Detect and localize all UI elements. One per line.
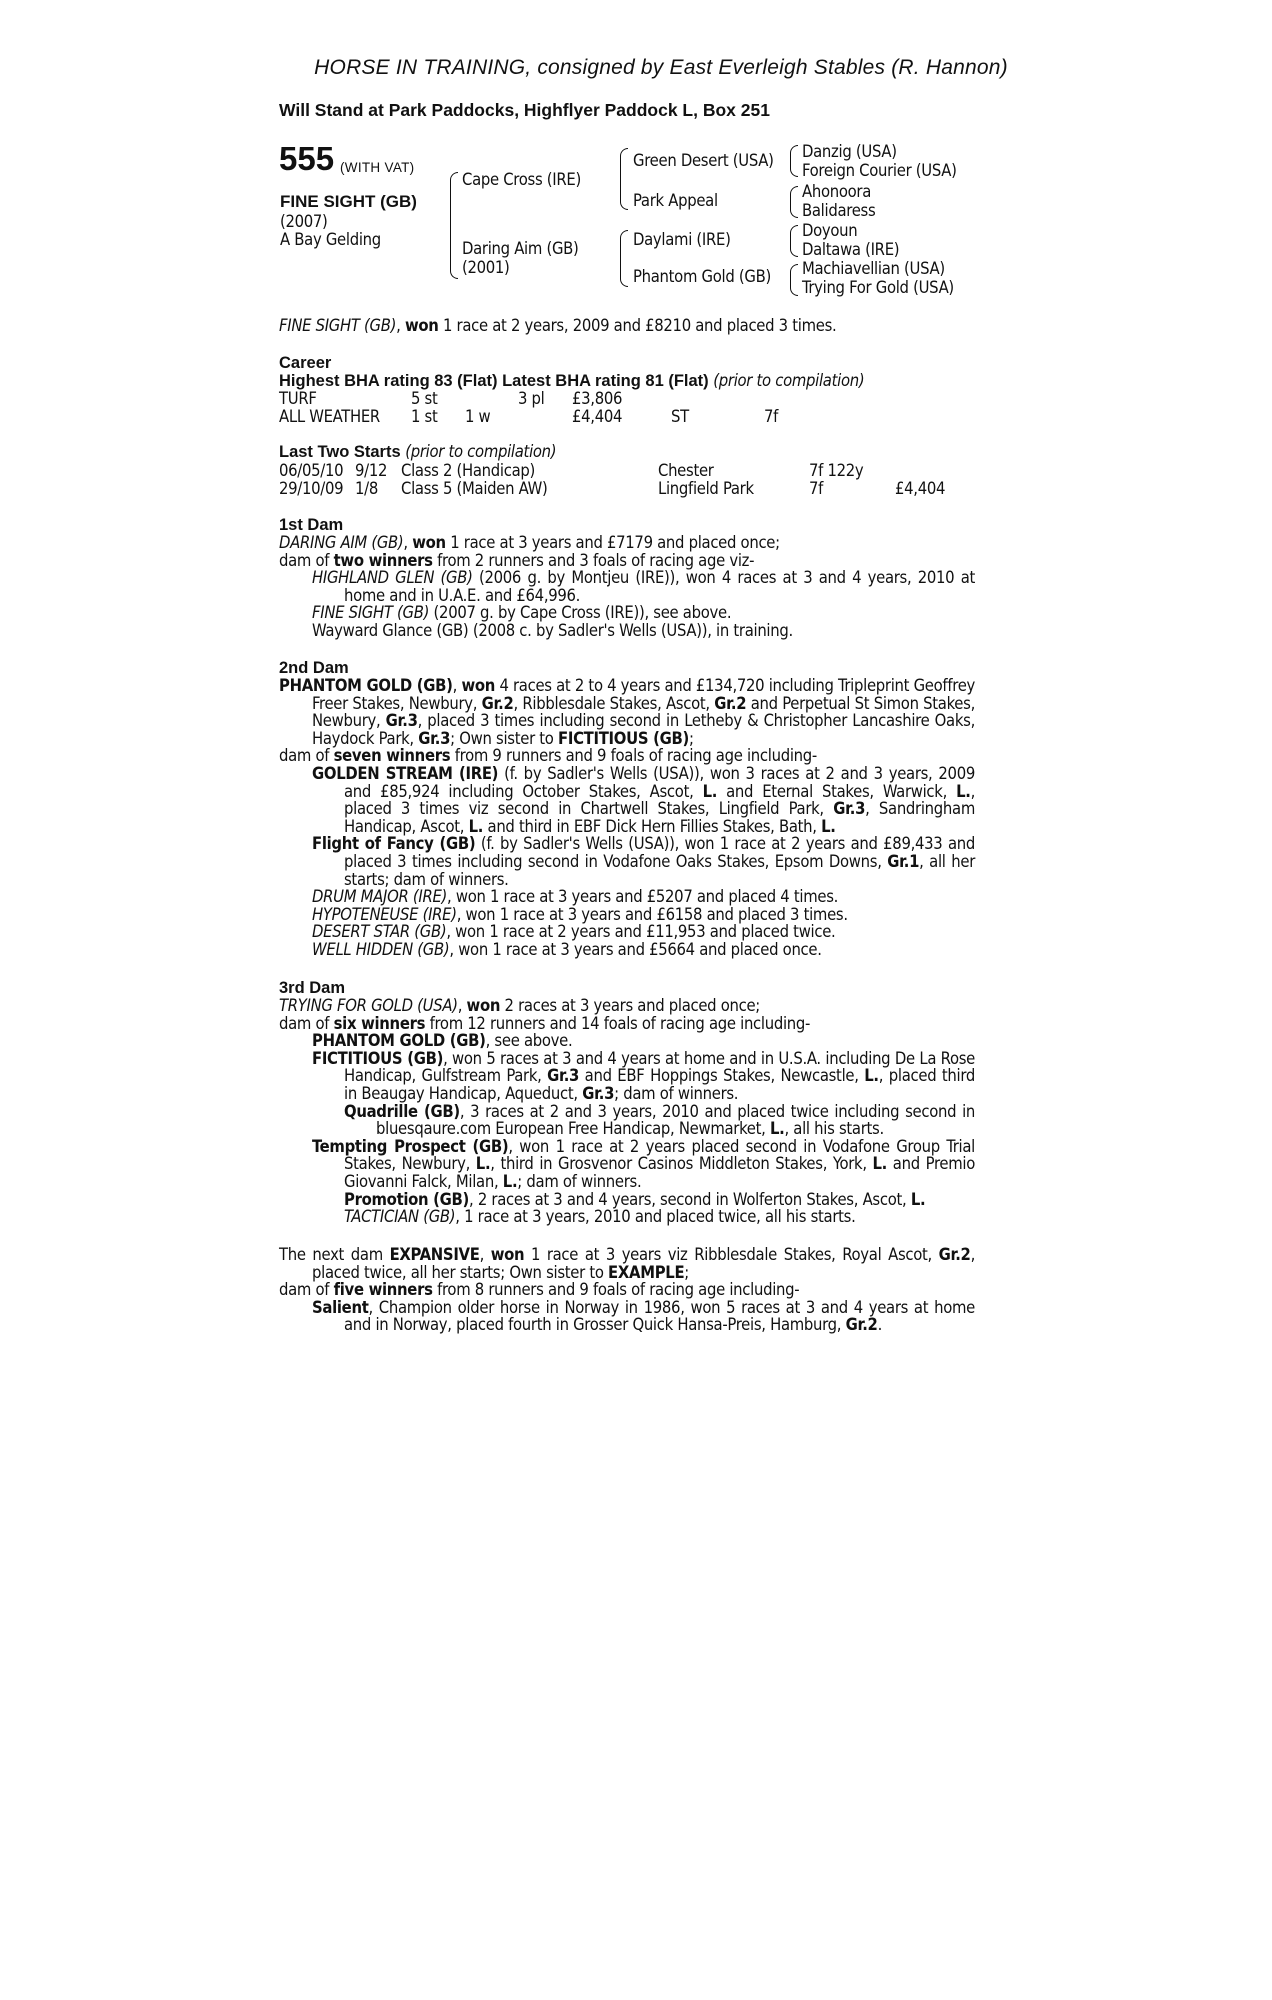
lot-number: 555 xyxy=(279,140,335,177)
turf-prize: £3,806 xyxy=(572,389,623,408)
pedigree-dam: Daring Aim (GB) xyxy=(462,239,579,258)
third-dam-offspring: FICTITIOUS (GB), won 5 races at 3 and 4 years at home and in U.S.A. including De La Rose Handicap, Gulfstream Park, Gr.3 and EBF Hoppings Stakes, Newcastle, L., placed third in Beaugay Handicap, Aqueduct, Gr.3; dam of winners. xyxy=(312,1048,976,1103)
aw-wins: 1 w xyxy=(465,407,491,426)
start-prize: £4,404 xyxy=(895,479,946,498)
first-dam-heading: 1st Dam xyxy=(279,516,344,534)
aw-starts: 1 st xyxy=(411,407,438,426)
horse-year: (2007) xyxy=(280,212,328,231)
stand-location: Will Stand at Park Paddocks, Highflyer Paddock L, Box 251 xyxy=(279,100,770,120)
next-dam-text xyxy=(279,1246,975,1334)
start-position: 1/8 xyxy=(355,479,378,498)
pedigree-bracket xyxy=(450,172,458,279)
career-heading: Career xyxy=(279,354,332,372)
third-dam-text xyxy=(279,997,975,1226)
vat-note: (WITH VAT) xyxy=(340,160,415,175)
third-dam-produce: dam of six winners from 12 runners and 14 foals of racing age including- xyxy=(279,1013,811,1033)
page-title: HORSE IN TRAINING, consigned by East Everleigh Stables (R. Hannon) xyxy=(314,56,1008,79)
second-dam-text xyxy=(279,677,975,959)
third-dam-heading: 3rd Dam xyxy=(279,979,346,997)
pedigree-bracket xyxy=(790,145,798,177)
next-dam-offspring: Salient, Champion older horse in Norway in 1986, won 5 races at 3 and 4 years at home and in Norway, placed fourth in Grosser Quick Hansa-Preis, Hamburg, Gr.2. xyxy=(312,1297,975,1335)
first-dam-produce: dam of two winners from 2 runners and 3 foals of racing age viz- xyxy=(279,550,755,570)
pedigree-sire-sire: Green Desert (USA) xyxy=(633,151,774,170)
third-dam-grandoffspring: Promotion (GB), 2 races at 3 and 4 years, second in Wolferton Stakes, Ascot, L. xyxy=(344,1189,926,1209)
start-distance: 7f xyxy=(809,479,824,498)
horse-description: A Bay Gelding xyxy=(280,230,381,249)
start-position: 9/12 xyxy=(355,461,388,480)
second-dam-produce: dam of seven winners from 9 runners and 9 foals of racing age including- xyxy=(279,746,817,766)
start-course: Lingfield Park xyxy=(658,479,754,498)
second-dam-heading: 2nd Dam xyxy=(279,659,349,677)
aw-dist: 7f xyxy=(764,407,779,426)
turf-label: TURF xyxy=(279,389,317,408)
pedigree-bracket xyxy=(790,225,798,257)
third-dam-grandoffspring: Quadrille (GB), 3 races at 2 and 3 years, 2010 and placed twice including second in bluesqaure.com European Free Handicap, Newmarket, L., all his starts. xyxy=(344,1101,976,1139)
second-dam-offspring: HYPOTENEUSE (IRE), won 1 race at 3 years and £6158 and placed 3 times. xyxy=(312,904,848,924)
horse-name: FINE SIGHT (GB) xyxy=(280,192,417,211)
turf-starts: 5 st xyxy=(411,389,438,408)
next-dam-produce: dam of five winners from 8 runners and 9 foals of racing age including- xyxy=(279,1280,800,1300)
pedigree-sds: Ahonoora xyxy=(802,182,872,201)
pedigree-bracket xyxy=(620,230,628,287)
aw-prize: £4,404 xyxy=(572,407,623,426)
first-dam-offspring: Wayward Glance (GB) (2008 c. by Sadler's Wells (USA)), in training. xyxy=(312,620,793,640)
pedigree-ddd: Trying For Gold (USA) xyxy=(802,278,954,297)
next-dam-record: The next dam EXPANSIVE, won 1 race at 3 years viz Ribblesdale Stakes, Royal Ascot, Gr.2, placed twice, all her starts; Own sister to EXAMPLE; xyxy=(279,1245,975,1282)
pedigree-sire-dam: Park Appeal xyxy=(633,191,718,210)
pedigree-sire: Cape Cross (IRE) xyxy=(462,170,581,189)
third-dam-offspring: Tempting Prospect (GB), won 1 race at 2 years placed second in Vodafone Group Trial Stakes, Newbury, L., third in Grosvenor Casinos Middleton Stakes, York, L. and Premio Giovanni Falck, Milan, L.; dam of winners. xyxy=(312,1136,976,1191)
start-class: Class 5 (Maiden AW) xyxy=(401,479,548,498)
first-dam-record: DARING AIM (GB), won 1 race at 3 years and £7179 and placed once; xyxy=(279,533,780,552)
third-dam-offspring: PHANTOM GOLD (GB), see above. xyxy=(312,1031,573,1051)
second-dam-offspring: GOLDEN STREAM (IRE) (f. by Sadler's Wells (USA)), won 3 races at 2 and 3 years, 2009 and £85,924 including October Stakes, Ascot, L. and Eternal Stakes, Warwick, L., placed 3 times viz second in Chartwell Stakes, Lingfield Park, Gr.3, Sandringham Handicap, Ascot, L. and third in EBF Dick Hern Fillies Stakes, Bath, L. xyxy=(312,763,975,836)
start-date: 29/10/09 xyxy=(279,479,344,498)
second-dam-record: PHANTOM GOLD (GB), won 4 races at 2 to 4 years and £134,720 including Tripleprint Geoffrey Freer Stakes, Newbury, Gr.2, Ribblesdale Stakes, Ascot, Gr.2 and Perpetual St Simon Stakes, Newbury, Gr.3, placed 3 times including second in Letheby & Christopher Lancashire Oaks, Haydock Park, Gr.3; Own sister to FICTITIOUS (GB); xyxy=(279,676,976,748)
first-dam-text xyxy=(279,534,975,640)
second-dam-offspring: WELL HIDDEN (GB), won 1 race at 3 years and £5664 and placed once. xyxy=(312,939,822,959)
pedigree-dds: Machiavellian (USA) xyxy=(802,259,945,278)
pedigree-bracket xyxy=(620,148,628,210)
start-course: Chester xyxy=(658,461,714,480)
start-class: Class 2 (Handicap) xyxy=(401,461,536,480)
pedigree-ssd: Foreign Courier (USA) xyxy=(802,161,957,180)
bha-rating: Highest BHA rating 83 (Flat) Latest BHA rating 81 (Flat) (prior to compilation) xyxy=(279,371,865,390)
third-dam-record: TRYING FOR GOLD (USA), won 2 races at 3 years and placed once; xyxy=(279,996,761,1015)
aw-type: ST xyxy=(671,407,689,426)
first-dam-offspring: HIGHLAND GLEN (GB) (2006 g. by Montjeu (IRE)), won 4 races at 3 and 4 years, 2010 at home and in U.A.E. and £64,996. xyxy=(312,568,976,605)
first-dam-offspring: FINE SIGHT (GB) (2007 g. by Cape Cross (IRE)), see above. xyxy=(312,603,732,623)
second-dam-offspring: DESERT STAR (GB), won 1 race at 2 years and £11,953 and placed twice. xyxy=(312,922,836,942)
pedigree-dam-year: (2001) xyxy=(462,258,510,277)
last-two-heading: Last Two Starts (prior to compilation) xyxy=(279,442,557,461)
race-summary: FINE SIGHT (GB), won 1 race at 2 years, 2009 and £8210 and placed 3 times. xyxy=(279,316,837,335)
second-dam-offspring: Flight of Fancy (GB) (f. by Sadler's Wells (USA)), won 1 race at 2 years and £89,433 and placed 3 times including second in Vodafone Oaks Stakes, Epsom Downs, Gr.1, all her starts; dam of winners. xyxy=(312,834,975,889)
pedigree-dam-dam: Phantom Gold (GB) xyxy=(633,267,771,286)
third-dam-grandoffspring: TACTICIAN (GB), 1 race at 3 years, 2010 and placed twice, all his starts. xyxy=(344,1207,856,1227)
start-distance: 7f 122y xyxy=(809,461,864,480)
pedigree-dam-sire: Daylami (IRE) xyxy=(633,230,731,249)
pedigree-sss: Danzig (USA) xyxy=(802,142,897,161)
start-date: 06/05/10 xyxy=(279,461,344,480)
turf-placed: 3 pl xyxy=(518,389,545,408)
pedigree-sdd: Balidaress xyxy=(802,201,876,220)
pedigree-dsd: Daltawa (IRE) xyxy=(802,240,900,259)
pedigree-bracket xyxy=(790,264,798,296)
aw-label: ALL WEATHER xyxy=(279,407,380,426)
second-dam-offspring: DRUM MAJOR (IRE), won 1 race at 3 years and £5207 and placed 4 times. xyxy=(312,887,839,907)
pedigree-bracket xyxy=(790,186,798,218)
pedigree-dss: Doyoun xyxy=(802,221,858,240)
